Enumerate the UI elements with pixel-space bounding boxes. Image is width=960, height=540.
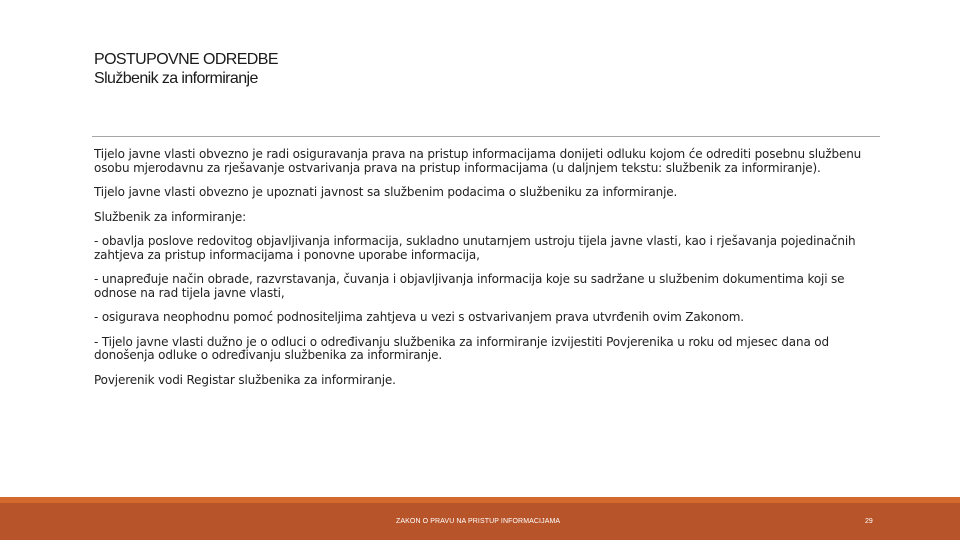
paragraph-2: Tijelo javne vlasti obvezno je upoznati javnost sa službenim podacima o službeniku za informiranje. (94, 185, 678, 199)
slide-title (94, 50, 874, 88)
paragraph-6: - osigurava neophodnu pomoć podnositeljima zahtjeva u vezi s ostvarivanjem prava utvrđenih ovim Zakonom. (94, 310, 744, 324)
paragraph-1: Tijelo javne vlasti obvezno je radi osiguravanja prava na pristup informacijama donijeti odluku kojom će odrediti posebnu službenu osobu mjerodavnu za rješavanje ostvarivanja prava na pristup informacijama (u daljnjem tekstu: službenik za informiranje). (94, 147, 862, 175)
paragraph-5: - unapređuje način obrade, razvrstavanja, čuvanja i objavljivanja informacija koje su sadržane u službenim dokumentima koji se odnose na rad tijela javne vlasti, (94, 272, 845, 300)
page-number: 29 (865, 518, 873, 525)
slide-title-line-2: Službenik za informiranje (94, 70, 258, 87)
slide-title-line-1: POSTUPOVNE ODREDBE (94, 51, 278, 68)
paragraph-8: Povjerenik vodi Registar službenika za informiranje. (94, 372, 396, 387)
footer-accent-line (0, 497, 960, 503)
paragraph-4: - obavlja poslove redovitog objavljivanja informacija, sukladno unutarnjem ustroju tijela javne vlasti, kao i rješavanja pojedinačnih zahtjeva za pristup informacijama i ponovne uporabe informacija, (94, 234, 856, 262)
paragraph-7: - Tijelo javne vlasti dužno je o odluci o određivanju službenika za informiranje izvijestiti Povjerenika u roku od mjesec dana od donošenja odluke o određivanju službenika za informiranje. (94, 334, 829, 362)
footer-title: ZAKON O PRAVU NA PRISTUP INFORMACIJAMA (396, 518, 561, 525)
footer-bar (0, 497, 960, 540)
slide-body (94, 148, 884, 398)
title-divider (92, 136, 880, 137)
paragraph-3: Službenik za informiranje: (94, 209, 247, 224)
